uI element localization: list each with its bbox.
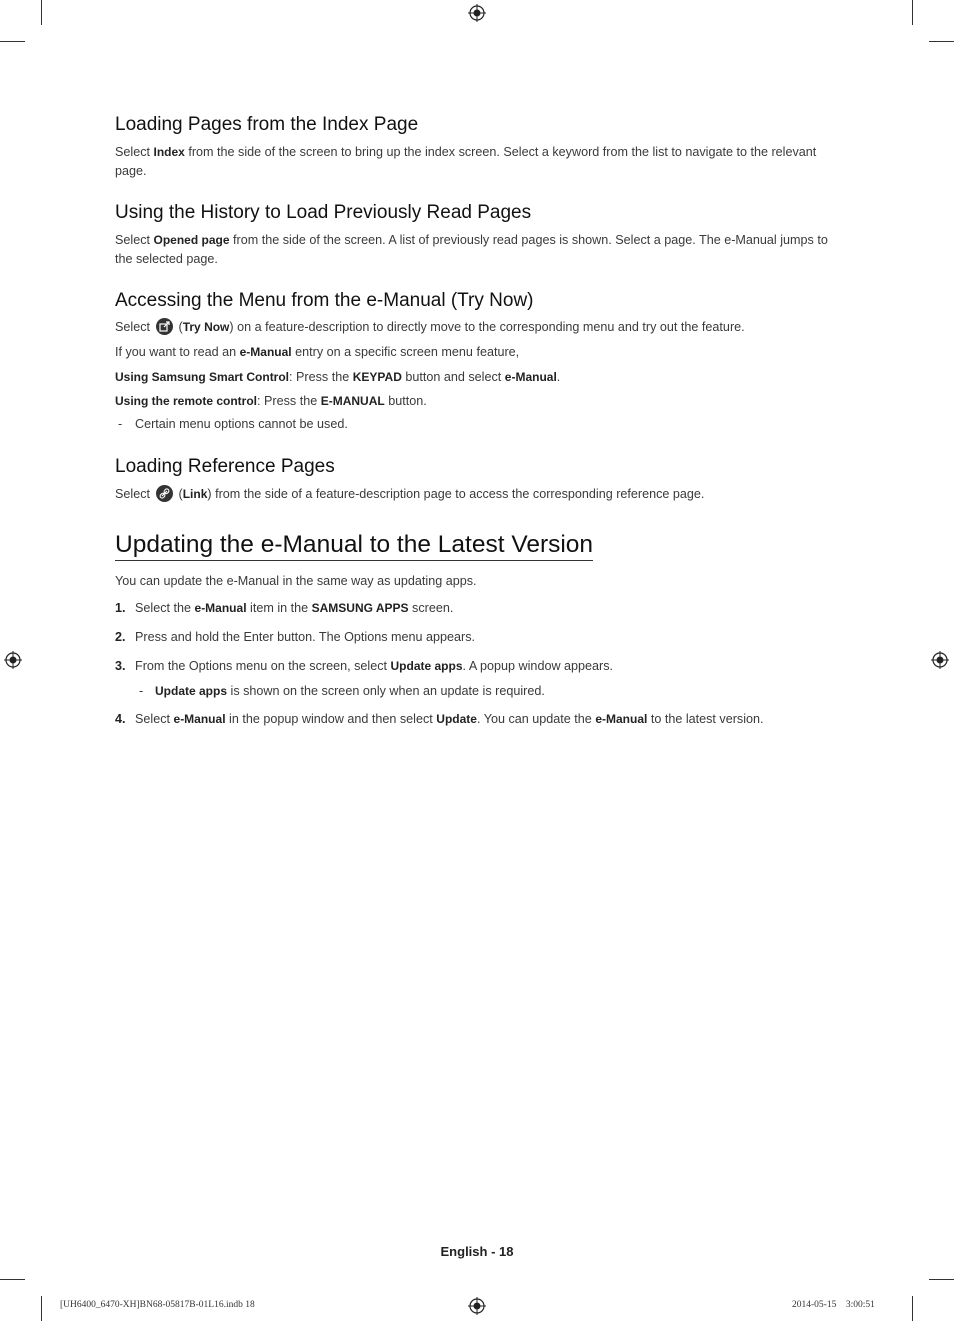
step-text: Select the e-Manual item in the SAMSUNG APPS screen. [135,601,454,615]
section-body: Using Samsung Smart Control: Press the KEYPAD button and select e-Manual. [115,370,561,384]
step-text: Select e-Manual in the popup window and then select Update. You can update the e-Manual to the latest version. [135,712,764,726]
intro-text: You can update the e-Manual in the same way as updating apps. [115,574,477,588]
crop-mark [912,1296,913,1321]
step-text: Press and hold the Enter button. The Options menu appears. [135,630,476,644]
registration-mark-icon [4,651,22,669]
step-number: 2. [115,630,126,644]
crop-mark [41,1296,42,1321]
step-number: 4. [115,712,126,726]
crop-mark [929,41,954,42]
section-body: Select (Link) from the side of a feature-description page to access the corresponding reference page. [115,487,705,501]
note-dash: - [118,417,123,431]
registration-mark-icon [931,651,949,669]
section-body: If you want to read an e-Manual entry on a specific screen menu feature, [115,345,520,359]
link-icon [156,485,173,502]
crop-mark [41,0,42,25]
footer-file-info: [UH6400_6470-XH]BN68-05817B-01L16.indb 18 [60,1300,255,1310]
crop-mark [912,0,913,25]
section-body: Using the remote control: Press the E-MANUAL button. [115,394,427,408]
footer-timestamp: 2014-05-15 3:00:51 [792,1300,875,1310]
main-heading: Updating the e-Manual to the Latest Version [115,531,593,561]
step-number: 3. [115,659,126,673]
registration-mark-icon [468,4,486,22]
crop-mark [0,1279,25,1280]
section-body: Select Opened page from the side of the screen. A list of previously read pages is shown. Select a page. The e-Manual jumps to the selected page. [115,233,828,266]
page-number: English - 18 [440,1244,514,1259]
note-text: Certain menu options cannot be used. [135,417,348,431]
section-heading: Loading Pages from the Index Page [115,114,419,135]
section-heading: Loading Reference Pages [115,456,335,477]
crop-mark [929,1279,954,1280]
registration-mark-icon [468,1297,486,1315]
section-body: Select (Try Now) on a feature-description to directly move to the corresponding menu and try out the feature. [115,320,745,334]
note-text: Update apps is shown on the screen only when an update is required. [155,684,545,698]
section-heading: Using the History to Load Previously Read Pages [115,202,532,223]
crop-mark [0,41,25,42]
note-dash: - [139,684,144,698]
step-text: From the Options menu on the screen, select Update apps. A popup window appears. [135,659,614,673]
step-number: 1. [115,601,126,615]
section-body: Select Index from the side of the screen to bring up the index screen. Select a keyword from the list to navigate to the relevant page. [115,145,817,178]
section-heading: Accessing the Menu from the e-Manual (Try Now) [115,290,534,311]
try-now-icon [156,318,173,335]
